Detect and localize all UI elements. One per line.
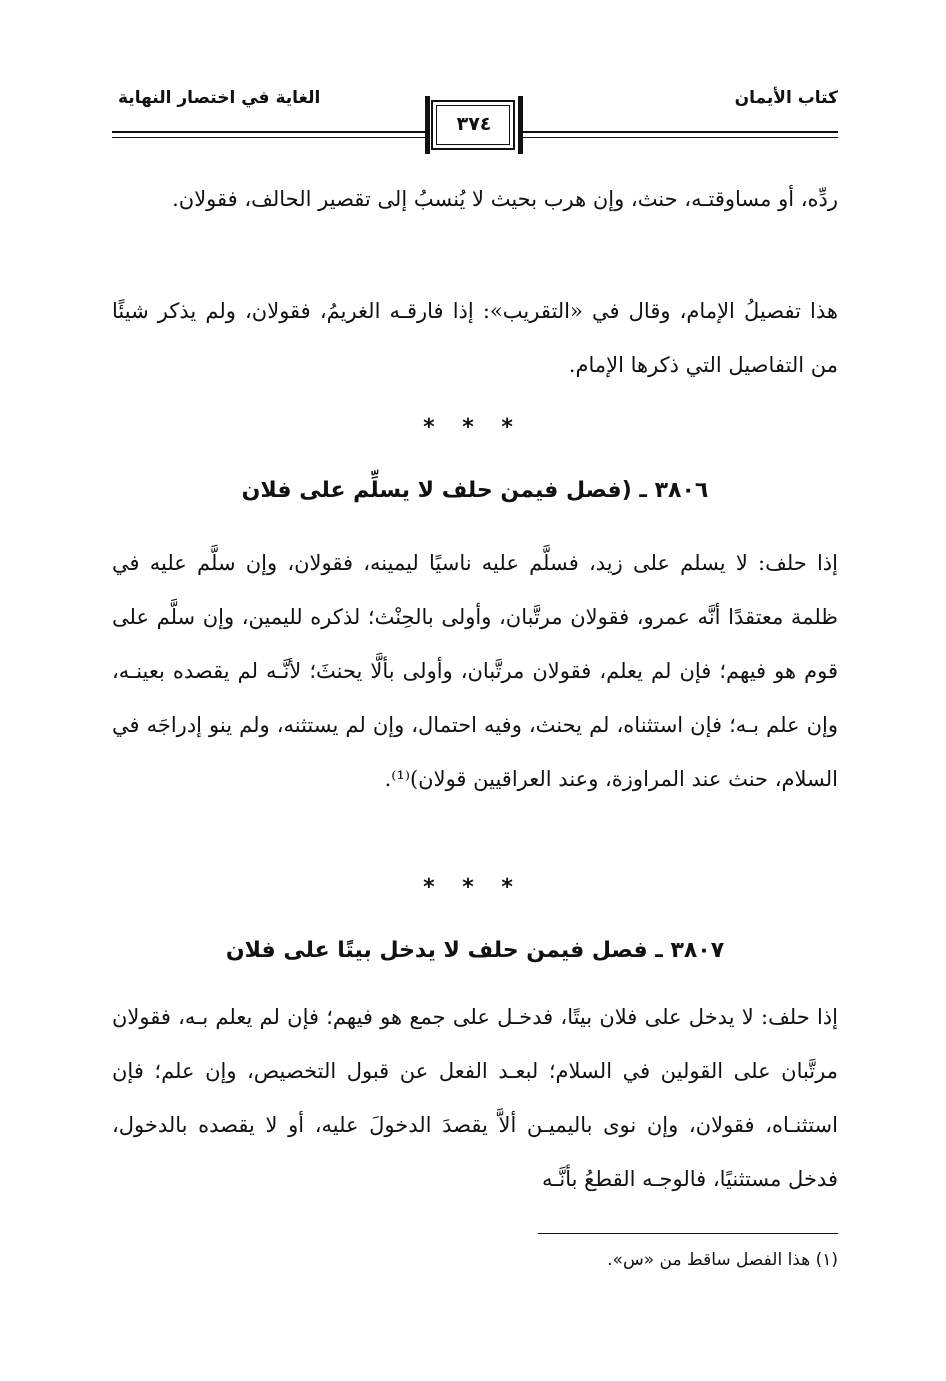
paragraph-4: إذا حلف: لا يدخل على فلان بيتًا، فدخـل على جمع هو فيهم؛ فإن لم يعلم بـه، فقولان مرتَّبان على القولين في السلام؛ لبعـد الفعل عن قبول التخصيص، وإن علم؛ فإن استثنـاه، فقولان، وإن نوى باليميـن ألاَّ يقصدَ الدخولَ عليه، أو لا يقصده بالدخول، فدخل مستثنيًا، فالوجـه القطعُ بأنَّـه xyxy=(112,1005,838,1191)
section-heading-3807: ٣٨٠٧ ـ فصل فيمن حلف لا يدخل بيتًا على فلان xyxy=(225,938,725,963)
page-number-frame xyxy=(425,96,523,154)
footnote-rule xyxy=(538,1233,838,1234)
section-heading-3806: ٣٨٠٦ ـ (فصل فيمن حلف لا يسلِّم على فلان xyxy=(241,478,709,503)
running-header-title: الغاية في اختصار النهاية xyxy=(118,88,321,108)
paragraph-1: ردِّه، أو مساوقتـه، حنث، وإن هرب بحيث لا يُنسبُ إلى تقصير الحالف، فقولان. xyxy=(172,187,838,211)
running-header-section: كتاب الأيمان xyxy=(734,88,838,108)
paragraph-3: إذا حلف: لا يسلم على زيد، فسلَّم عليه ناسيًا ليمينه، فقولان، وإن سلَّم عليه في ظلمة معتقدًا أنَّه عمرو، فقولان مرتَّبان، وأولى بالحِنْث؛ لذكره لليمين، وإن سلَّم على قوم هو فيهم؛ فإن لم يعلم، فقولان مرتَّبان، وأولى بألَّا يحنثَ؛ لأنَّـه لم يقصده بعينـه، وإن علم بـه؛ فإن استثناه، لم يحنث، وفيه احتمال، وإن لم يستثنه، ولم ينو إدراجَه في السلام، حنث عند المراوزة، وعند العراقيين قولان)⁽¹⁾. xyxy=(112,551,838,791)
section-separator: * * * xyxy=(423,415,523,440)
page-number: ٣٧٤ xyxy=(456,113,492,135)
paragraph-2: هذا تفصيلُ الإمام، وقال في «التقريب»: إذا فارقـه الغريمُ، فقولان، ولم يذكر شيئًا من التفاصيل التي ذكرها الإمام. xyxy=(112,299,838,377)
footnote: (١) هذا الفصل ساقط من «س». xyxy=(607,1250,838,1270)
section-separator: * * * xyxy=(423,875,523,900)
